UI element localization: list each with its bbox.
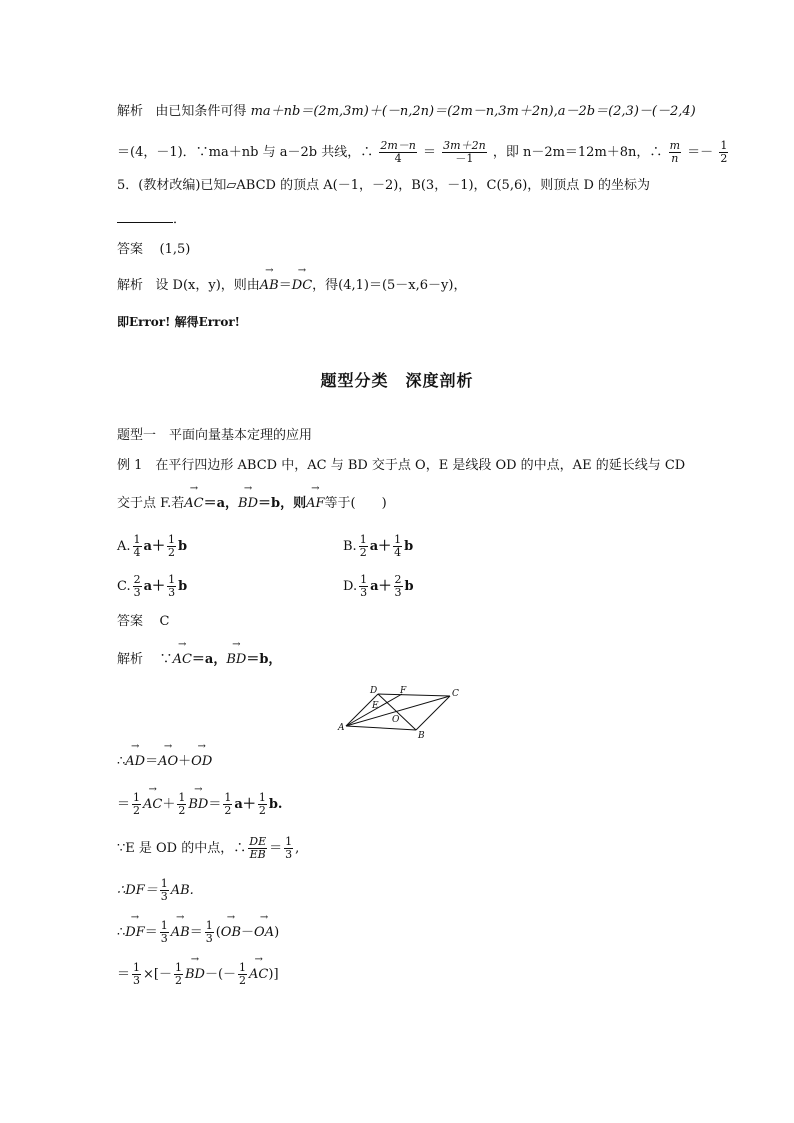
- step-6: ＝ $\frac{1}{3}$ ×[－ $\frac{1}{2}$ → BD－(－ $\frac{1}{2}$ → AC)]: [117, 962, 279, 987]
- example-text: 交于点 F.若: [117, 496, 185, 511]
- label-d: D: [370, 686, 378, 696]
- step-1: ∴→ AD＝→ AO＋→ OD: [117, 752, 212, 772]
- answer-label: 答案: [117, 614, 144, 629]
- solution-label: 解析: [117, 652, 144, 667]
- option-a[interactable]: A. $\frac{1}{4}$ a＋ $\frac{1}{2}$ b: [117, 533, 188, 559]
- label-c: C: [452, 689, 459, 699]
- vector-ac: → AC: [173, 650, 192, 670]
- step-2: ＝ $\frac{1}{2}$ → AC＋ $\frac{1}{2}$ → BD＝ $\frac{1}{2}$ a＋ $\frac{1}{2}$ b.: [117, 792, 282, 817]
- label-a: A: [338, 723, 345, 733]
- solution-text: ，得(4,1)＝(5－x,6－y)，: [312, 278, 467, 293]
- solution-text: 设 D(x，y)，则由: [155, 278, 260, 293]
- vector-ab: → AB: [260, 276, 279, 296]
- vector-ac: → AC: [184, 494, 203, 514]
- answer-blank: [117, 208, 173, 223]
- option-c[interactable]: C. $\frac{2}{3}$ a＋ $\frac{1}{3}$ b: [117, 573, 188, 599]
- prev-solution-line-2: ＝(4，－1)．∵ma＋nb 与 a－2b 共线，∴ $\frac{2m-n}{4}$ ＝ $\frac{3m+2n}{-1}$ ，即 n－2m＝12m＋8n，∴ $\frac{m}{n}$ ＝－ $\frac{1}{2}$: [117, 139, 728, 165]
- example-1-line-1: 例 1 在平行四边形 ABCD 中，AC 与 BD 交于点 O，E 是线段 OD 的中点，AE 的延长线与 CD: [117, 458, 686, 473]
- option-b[interactable]: B. $\frac{1}{2}$ a＋ $\frac{1}{4}$ b: [343, 533, 414, 559]
- solution-text: 由已知条件可得: [155, 104, 247, 119]
- solution-text: ，即 n－2m＝12m＋8n，∴: [492, 145, 663, 160]
- label-e: E: [372, 701, 379, 711]
- fraction: $\frac{m}{n}$: [669, 139, 681, 165]
- solution-label: 解析: [117, 278, 144, 293]
- fraction: $\frac{1}{2}$: [720, 139, 728, 165]
- answer-value: C: [159, 614, 170, 629]
- example-1-line-2: 交于点 F.若→ AC＝a，→ BD＝b，则→ AF等于( ): [117, 494, 387, 514]
- solution-text: ＝(4，－1)．∵ma＋nb 与 a－2b 共线，∴: [117, 145, 374, 160]
- label-o: O: [392, 715, 400, 725]
- label-b: B: [418, 731, 425, 740]
- label-f: F: [400, 686, 407, 696]
- example-1-solution: 解析 ∵→ AC＝a，→ BD＝b，: [117, 650, 281, 670]
- vector-dc: → DC: [292, 276, 312, 296]
- solution-text: ＝－: [687, 145, 714, 160]
- parallelogram-figure: [336, 684, 466, 740]
- step-3: ∵E 是 OD 的中点，∴ $\frac{DE}{EB}$ ＝ $\frac{1}{3}$ ,: [117, 835, 300, 861]
- question-5-solution: 解析 设 D(x，y)，则由→ AB＝→ DC，得(4,1)＝(5－x,6－y)，: [117, 276, 466, 296]
- prev-solution-line-1: [117, 102, 696, 122]
- solution-expression: ma＋nb＝(2m,3m)＋(－n,2n)＝(2m－n,3m＋2n),a－2b＝(2,3)－(－2,4): [250, 104, 696, 119]
- question-5-blank-line: ．: [117, 208, 186, 230]
- answer-label: 答案: [117, 242, 144, 257]
- edge-cd: [378, 694, 450, 696]
- question-5: 5．(教材改编)已知▱ABCD 的顶点 A(－1，－2)，B(3，－1)，C(5,6)，则顶点 D 的坐标为: [117, 178, 650, 193]
- answer-value: (1,5): [159, 242, 191, 257]
- error-line: 即Error! 解得Error!: [117, 315, 240, 329]
- step-5: ∴→ DF＝ $\frac{1}{3}$ → AB＝ $\frac{1}{3}$ (→ OB－→ OA): [117, 920, 279, 945]
- question-5-answer: [117, 240, 190, 260]
- example-1-answer: [117, 612, 170, 632]
- fraction: $\frac{2m-n}{4}$: [380, 139, 416, 165]
- section-heading: 题型分类 深度剖析: [320, 371, 474, 390]
- vector-af: → AF: [306, 494, 324, 514]
- edge-ab: [346, 726, 416, 730]
- topic-title: 题型一 平面向量基本定理的应用: [117, 428, 313, 443]
- solution-label: 解析: [117, 104, 144, 119]
- vector-bd: → BD: [226, 650, 246, 670]
- option-d[interactable]: D. $\frac{1}{3}$ a＋ $\frac{2}{3}$ b: [343, 573, 414, 599]
- step-4: ∴DF＝ $\frac{1}{3}$ AB.: [117, 877, 194, 903]
- vector-bd: → BD: [238, 494, 258, 514]
- fraction: $\frac{3m+2n}{-1}$: [443, 139, 486, 165]
